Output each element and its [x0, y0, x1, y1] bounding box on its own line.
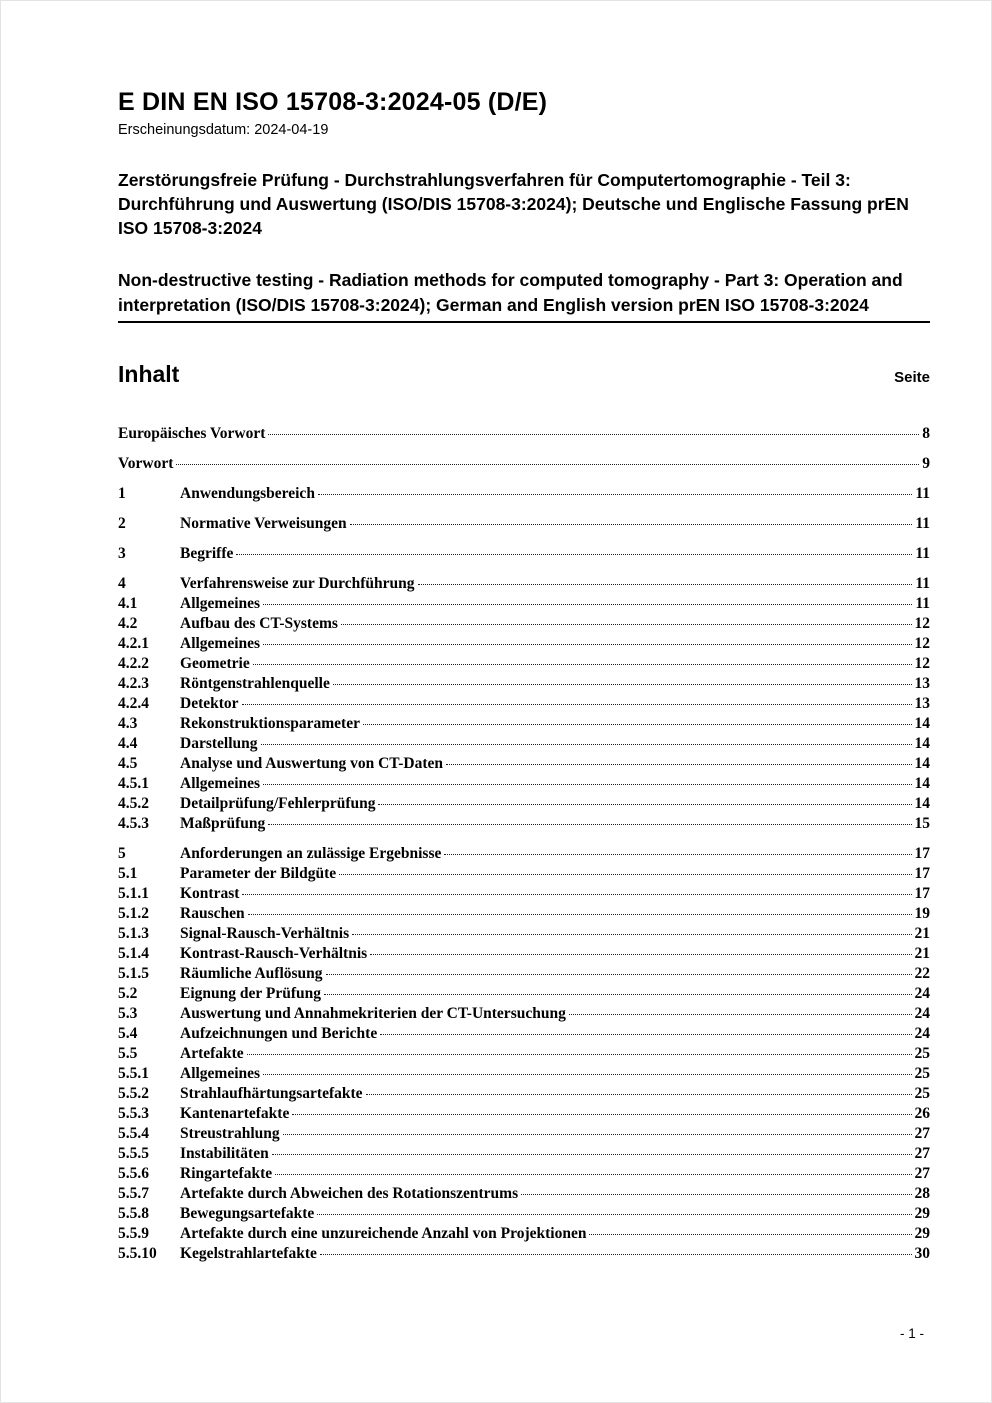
- dot-leader: [569, 1014, 912, 1015]
- dot-leader: [275, 1174, 911, 1175]
- table-of-contents: [118, 424, 930, 1264]
- doc-id-title: E DIN EN ISO 15708-3:2024-05 (D/E): [118, 88, 548, 116]
- toc-entry-title: Streustrahlung: [180, 1124, 280, 1142]
- dot-leader: [324, 994, 912, 995]
- toc-entry-page: 21: [914, 924, 930, 942]
- dot-leader: [317, 1214, 911, 1215]
- toc-entry[interactable]: [118, 1064, 930, 1084]
- toc-entry-page: 12: [914, 654, 930, 672]
- toc-entry-title: Röntgenstrahlenquelle: [180, 674, 330, 692]
- toc-entry-number: 4.2.3: [118, 674, 149, 692]
- dot-leader: [339, 874, 911, 875]
- toc-entry-title: Instabilitäten: [180, 1144, 269, 1162]
- toc-entry-page: 25: [914, 1044, 930, 1062]
- dot-leader: [272, 1154, 912, 1155]
- toc-entry-title: Europäisches Vorwort: [118, 424, 266, 442]
- toc-entry-number: 5.1.5: [118, 964, 149, 982]
- toc-entry-number: 5.1: [118, 864, 138, 882]
- document-title-english: Non-destructive testing - Radiation methods for computed tomography - Part 3: Operation and interpretation (ISO/DIS 15708-3:2024); German and English version prEN ISO 15708-3:2024: [118, 268, 930, 322]
- toc-entry[interactable]: [118, 734, 930, 754]
- toc-entry-number: 5.5.1: [118, 1064, 149, 1082]
- toc-entry-page: 17: [914, 884, 930, 902]
- toc-entry[interactable]: [118, 814, 930, 834]
- toc-entry-page: 17: [914, 844, 930, 862]
- dot-leader: [370, 954, 911, 955]
- toc-entry[interactable]: [118, 674, 930, 694]
- toc-entry-page: 11: [915, 484, 930, 502]
- dot-leader: [248, 914, 912, 915]
- dot-leader: [521, 1194, 911, 1195]
- toc-entry[interactable]: [118, 884, 930, 904]
- toc-entry[interactable]: [118, 484, 930, 504]
- dot-leader: [242, 894, 911, 895]
- toc-entry[interactable]: [118, 1044, 930, 1064]
- toc-entry-title: Kontrast: [180, 884, 240, 902]
- document-title-german: Zerstörungsfreie Prüfung - Durchstrahlungsverfahren für Computertomographie - Teil 3: Durchführung und Auswertung (ISO/DIS 15708-3:2024); Deutsche und Englische Fassung prEN ISO 15708-3:2024: [118, 170, 909, 239]
- toc-entry-number: 5.5.2: [118, 1084, 149, 1102]
- toc-entry[interactable]: [118, 544, 930, 564]
- toc-entry-number: 5.5: [118, 1044, 138, 1062]
- toc-entry[interactable]: [118, 984, 930, 1004]
- dot-leader: [352, 934, 911, 935]
- toc-entry[interactable]: [118, 904, 930, 924]
- toc-entry-title: Allgemeines: [180, 774, 261, 792]
- dot-leader: [261, 744, 912, 745]
- toc-entry-title: Signal-Rausch-Verhältnis: [180, 924, 350, 942]
- page-number-footer: - 1 -: [899, 1326, 924, 1341]
- toc-entry[interactable]: [118, 1224, 930, 1244]
- toc-entry-page: 14: [914, 794, 930, 812]
- toc-entry-title: Artefakte durch eine unzureichende Anzahl von Projektionen: [180, 1224, 587, 1242]
- toc-entry-title: Ringartefakte: [180, 1164, 273, 1182]
- toc-entry-title: Kontrast-Rausch-Verhältnis: [180, 944, 368, 962]
- toc-entry-number: 5.5.7: [118, 1184, 149, 1202]
- toc-entry[interactable]: [118, 944, 930, 964]
- toc-entry-number: 5.1.1: [118, 884, 149, 902]
- dot-leader: [292, 1114, 911, 1115]
- toc-entry-title: Bewegungsartefakte: [180, 1204, 315, 1222]
- dot-leader: [326, 974, 912, 975]
- toc-entry-page: 22: [914, 964, 930, 982]
- toc-entry-title: Allgemeines: [180, 634, 261, 652]
- toc-entry[interactable]: [118, 1244, 930, 1264]
- toc-entry[interactable]: [118, 614, 930, 634]
- toc-entry-page: 27: [914, 1144, 930, 1162]
- toc-entry-title: Kegelstrahlartefakte: [180, 1244, 317, 1262]
- toc-entry-page: 26: [914, 1104, 930, 1122]
- toc-entry-number: 5.5.6: [118, 1164, 149, 1182]
- toc-entry-number: 5: [118, 844, 126, 862]
- toc-entry[interactable]: [118, 634, 930, 654]
- toc-entry-number: 4.2.2: [118, 654, 149, 672]
- toc-entry-number: 4.5.1: [118, 774, 149, 792]
- toc-entry-number: 5.3: [118, 1004, 138, 1022]
- toc-entry-number: 4.3: [118, 714, 138, 732]
- toc-entry-title: Artefakte: [180, 1044, 244, 1062]
- toc-entry-title: Parameter der Bildgüte: [180, 864, 337, 882]
- publication-date: Erscheinungsdatum: 2024-04-19: [118, 122, 329, 138]
- toc-entry-number: 4.5: [118, 754, 138, 772]
- toc-entry-number: 5.1.2: [118, 904, 149, 922]
- dot-leader: [263, 784, 911, 785]
- toc-entry-page: 13: [914, 694, 930, 712]
- toc-entry-page: 17: [914, 864, 930, 882]
- toc-entry-number: 5.5.8: [118, 1204, 149, 1222]
- dot-leader: [378, 804, 911, 805]
- dot-leader: [263, 1074, 911, 1075]
- toc-entry-title: Kantenartefakte: [180, 1104, 290, 1122]
- toc-entry-number: 5.5.5: [118, 1144, 149, 1162]
- dot-leader: [242, 704, 912, 705]
- dot-leader: [283, 1134, 912, 1135]
- dot-leader: [418, 584, 913, 585]
- toc-entry-title: Aufbau des CT-Systems: [180, 614, 338, 632]
- toc-entry-number: 2: [118, 514, 126, 532]
- toc-entry-page: 24: [914, 1024, 930, 1042]
- toc-entry[interactable]: [118, 694, 930, 714]
- dot-leader: [253, 664, 912, 665]
- toc-entry-number: 4.4: [118, 734, 138, 752]
- toc-entry[interactable]: [118, 424, 930, 444]
- toc-entry[interactable]: [118, 864, 930, 884]
- toc-entry-page: 24: [914, 1004, 930, 1022]
- toc-entry-number: 5.2: [118, 984, 138, 1002]
- toc-page-column-label: Seite: [894, 368, 930, 386]
- toc-entry-page: 25: [914, 1084, 930, 1102]
- dot-leader: [350, 524, 913, 525]
- dot-leader: [318, 494, 912, 495]
- toc-entry-title: Allgemeines: [180, 1064, 261, 1082]
- toc-entry-title: Verfahrensweise zur Durchführung: [180, 574, 415, 592]
- toc-entry-title: Allgemeines: [180, 594, 261, 612]
- toc-entry[interactable]: [118, 754, 930, 774]
- dot-leader: [268, 434, 919, 435]
- toc-entry-page: 28: [914, 1184, 930, 1202]
- toc-entry-title: Rauschen: [180, 904, 245, 922]
- toc-entry[interactable]: [118, 1124, 930, 1144]
- dot-leader: [444, 854, 911, 855]
- toc-entry-page: 27: [914, 1164, 930, 1182]
- toc-entry[interactable]: [118, 1084, 930, 1104]
- toc-entry[interactable]: [118, 1184, 930, 1204]
- toc-entry[interactable]: [118, 714, 930, 734]
- toc-entry-title: Anwendungsbereich: [180, 484, 315, 502]
- toc-entry[interactable]: [118, 844, 930, 864]
- toc-entry-title: Strahlaufhärtungsartefakte: [180, 1084, 363, 1102]
- toc-entry-title: Aufzeichnungen und Berichte: [180, 1024, 378, 1042]
- toc-entry[interactable]: [118, 1104, 930, 1124]
- toc-heading: Inhalt: [118, 360, 180, 387]
- toc-entry[interactable]: [118, 1204, 930, 1224]
- dot-leader: [263, 644, 911, 645]
- toc-entry-page: 29: [914, 1204, 930, 1222]
- toc-entry-page: 14: [914, 714, 930, 732]
- toc-entry-page: 11: [915, 574, 930, 592]
- toc-entry-number: 4.2: [118, 614, 138, 632]
- dot-leader: [268, 824, 911, 825]
- toc-entry-page: 27: [914, 1124, 930, 1142]
- dot-leader: [247, 1054, 912, 1055]
- toc-entry-title: Räumliche Auflösung: [180, 964, 323, 982]
- toc-entry-title: Maßprüfung: [180, 814, 266, 832]
- toc-entry-number: 5.1.4: [118, 944, 149, 962]
- toc-entry-number: 4.2.1: [118, 634, 149, 652]
- toc-entry-page: 11: [915, 594, 930, 612]
- toc-entry[interactable]: [118, 924, 930, 944]
- toc-entry-page: 12: [914, 614, 930, 632]
- toc-entry-page: 13: [914, 674, 930, 692]
- dot-leader: [320, 1254, 912, 1255]
- toc-entry-page: 29: [914, 1224, 930, 1242]
- toc-entry-page: 8: [922, 424, 930, 442]
- toc-entry-number: 5.5.3: [118, 1104, 149, 1122]
- toc-entry-title: Detailprüfung/Fehlerprüfung: [180, 794, 376, 812]
- toc-entry[interactable]: [118, 774, 930, 794]
- toc-entry[interactable]: [118, 1164, 930, 1184]
- toc-entry[interactable]: [118, 654, 930, 674]
- toc-entry-number: 5.4: [118, 1024, 138, 1042]
- toc-entry-number: 4.1: [118, 594, 138, 612]
- dot-leader: [236, 554, 912, 555]
- dot-leader: [341, 624, 912, 625]
- toc-entry-page: 14: [914, 774, 930, 792]
- toc-entry-page: 9: [922, 454, 930, 472]
- toc-entry-page: 11: [915, 544, 930, 562]
- dot-leader: [176, 464, 919, 465]
- toc-entry-title: Analyse und Auswertung von CT-Daten: [180, 754, 443, 772]
- toc-entry-title: Artefakte durch Abweichen des Rotationszentrums: [180, 1184, 519, 1202]
- toc-entry-title: Anforderungen an zulässige Ergebnisse: [180, 844, 442, 862]
- toc-entry-page: 11: [915, 514, 930, 532]
- toc-entry-page: 21: [914, 944, 930, 962]
- toc-entry-number: 4.2.4: [118, 694, 149, 712]
- dot-leader: [333, 684, 912, 685]
- toc-entry-page: 14: [914, 734, 930, 752]
- dot-leader: [446, 764, 912, 765]
- toc-entry-number: 3: [118, 544, 126, 562]
- toc-entry-page: 12: [914, 634, 930, 652]
- toc-entry-page: 25: [914, 1064, 930, 1082]
- toc-entry-page: 30: [914, 1244, 930, 1262]
- toc-entry-number: 4.5.3: [118, 814, 149, 832]
- dot-leader: [366, 1094, 912, 1095]
- toc-header: [118, 361, 930, 388]
- toc-entry-number: 4.5.2: [118, 794, 149, 812]
- toc-entry[interactable]: [118, 964, 930, 984]
- toc-entry-number: 5.5.9: [118, 1224, 149, 1242]
- toc-entry[interactable]: [118, 1144, 930, 1164]
- toc-entry-title: Detektor: [180, 694, 239, 712]
- toc-entry-title: Darstellung: [180, 734, 258, 752]
- toc-entry-title: Rekonstruktionsparameter: [180, 714, 360, 732]
- toc-entry-page: 14: [914, 754, 930, 772]
- toc-entry-page: 19: [914, 904, 930, 922]
- toc-entry[interactable]: [118, 574, 930, 594]
- toc-entry-page: 24: [914, 984, 930, 1002]
- toc-entry-number: 4: [118, 574, 126, 592]
- toc-entry[interactable]: [118, 514, 930, 534]
- toc-entry-title: Geometrie: [180, 654, 250, 672]
- toc-entry-number: 5.5.4: [118, 1124, 149, 1142]
- toc-entry-title: Eignung der Prüfung: [180, 984, 321, 1002]
- dot-leader: [263, 604, 912, 605]
- toc-entry-title: Auswertung und Annahmekriterien der CT-Untersuchung: [180, 1004, 566, 1022]
- dot-leader: [380, 1034, 911, 1035]
- toc-entry[interactable]: [118, 454, 930, 474]
- toc-entry-title: Normative Verweisungen: [180, 514, 347, 532]
- toc-entry-title: Vorwort: [118, 454, 174, 472]
- toc-entry-number: 1: [118, 484, 126, 502]
- toc-entry[interactable]: [118, 794, 930, 814]
- toc-entry-number: 5.1.3: [118, 924, 149, 942]
- dot-leader: [589, 1234, 911, 1235]
- dot-leader: [363, 724, 912, 725]
- toc-entry[interactable]: [118, 1004, 930, 1024]
- toc-entry[interactable]: [118, 594, 930, 614]
- toc-entry-number: 5.5.10: [118, 1244, 157, 1262]
- toc-entry-title: Begriffe: [180, 544, 234, 562]
- toc-entry-page: 15: [914, 814, 930, 832]
- toc-entry[interactable]: [118, 1024, 930, 1044]
